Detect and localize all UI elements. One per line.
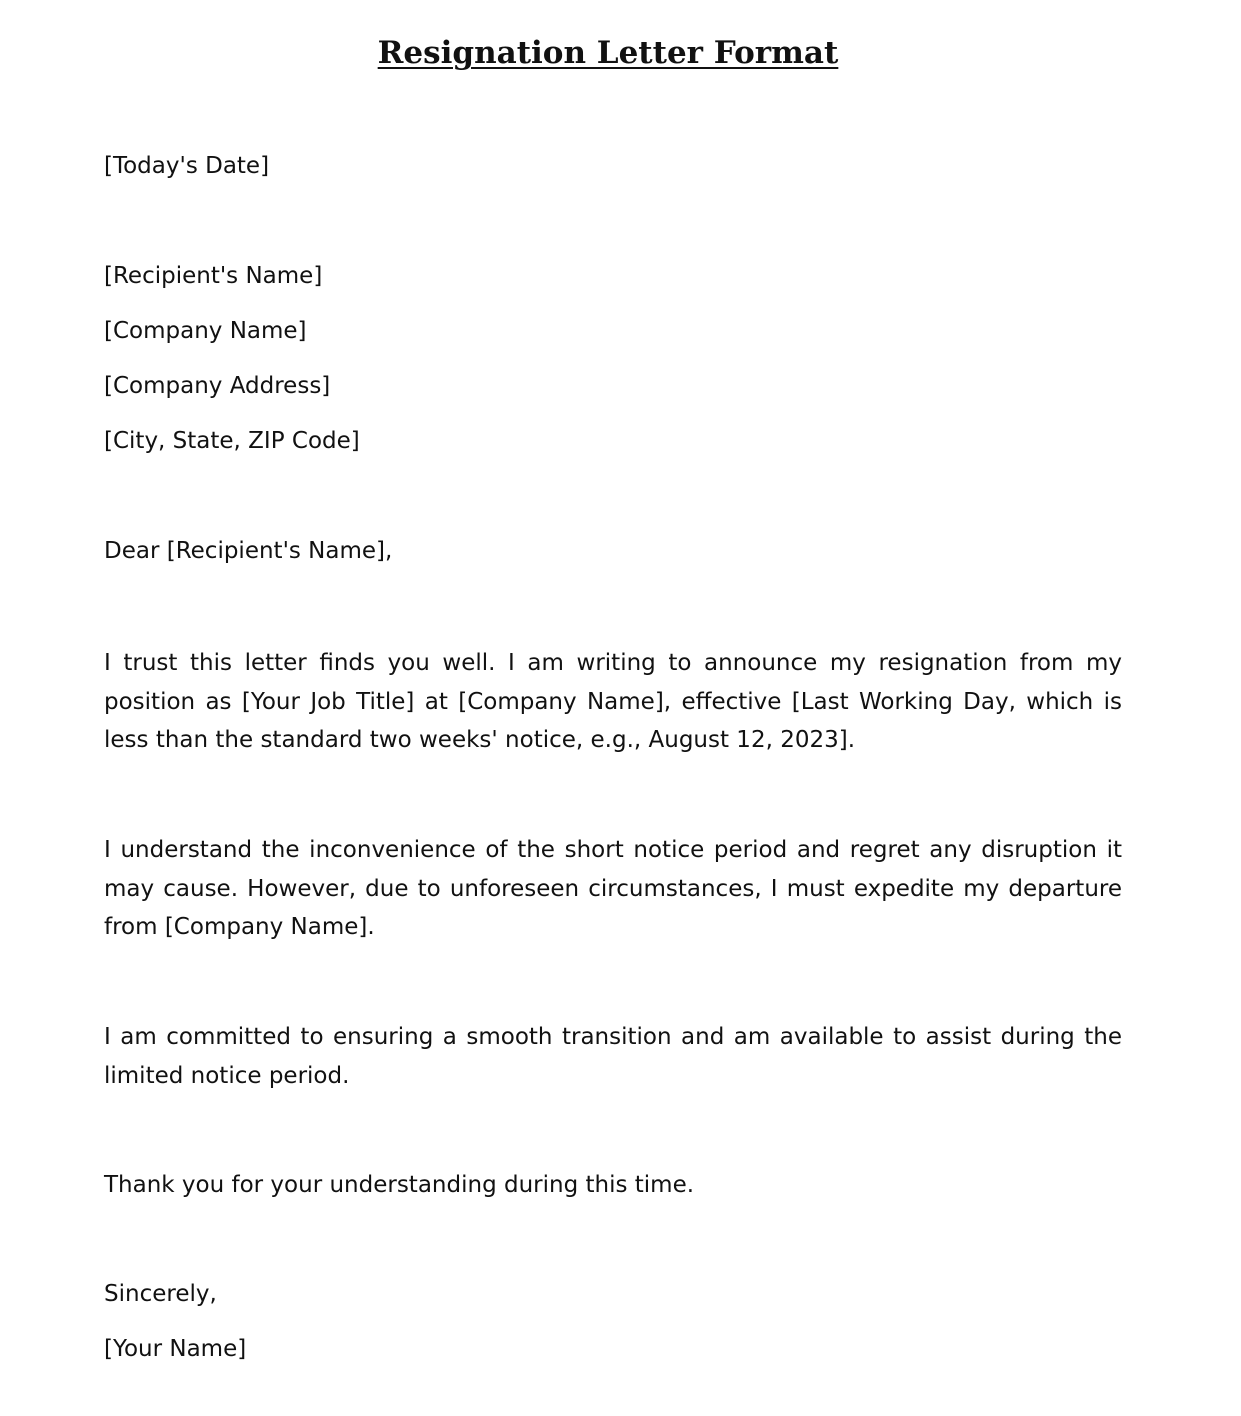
recipient-name: [Recipient's Name] bbox=[104, 263, 323, 289]
recipient-address: [Company Address] bbox=[104, 373, 331, 399]
body-paragraph: I am committed to ensuring a smooth transition and am available to assist during the limited notice period. bbox=[104, 1024, 1122, 1089]
closing: Sincerely, bbox=[104, 1281, 217, 1307]
date-line: [Today's Date] bbox=[104, 153, 270, 179]
document-title: Resignation Letter Format bbox=[377, 35, 839, 71]
body-paragraph: Thank you for your understanding during this time. bbox=[104, 1172, 695, 1198]
body-paragraph: I understand the inconvenience of the short notice period and regret any disruption it may cause. However, due to unforeseen circumstances, I must expedite my departure from [Company Name]. bbox=[104, 837, 1122, 940]
recipient-city-state-zip: [City, State, ZIP Code] bbox=[104, 428, 360, 454]
salutation: Dear [Recipient's Name], bbox=[104, 538, 393, 564]
body-paragraph: I trust this letter finds you well. I am writing to announce my resignation from my position as [Your Job Title] at [Company Name], effective [Last Working Day, which is less than the standard two weeks' notice, e.g., August 12, 2023]. bbox=[104, 650, 1122, 753]
recipient-company: [Company Name] bbox=[104, 318, 307, 344]
signature: [Your Name] bbox=[104, 1336, 247, 1362]
